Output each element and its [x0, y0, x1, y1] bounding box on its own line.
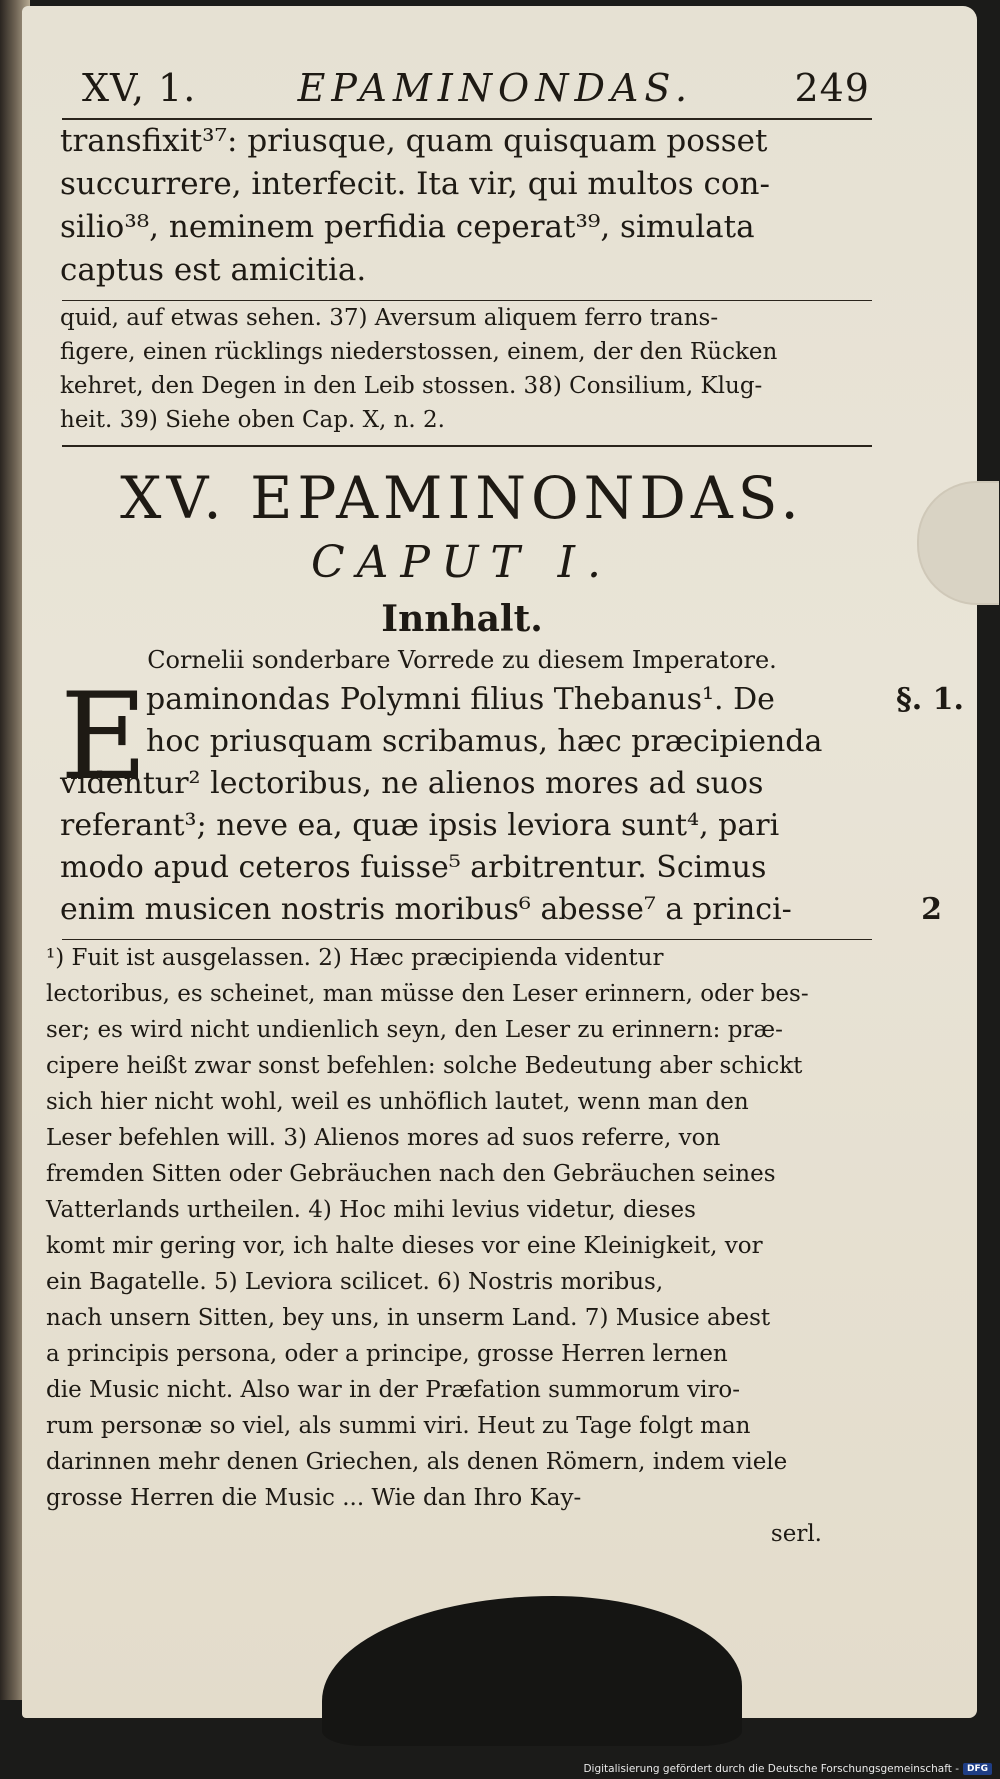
note-line: figere, einen rücklings niederstossen, einem, der den Rücken	[60, 339, 778, 365]
note-line: kehret, den Degen in den Leib stossen. 38) Consilium, Klug-	[60, 373, 763, 399]
body-line: hoc priusquam scribamus, hæc præcipienda	[146, 724, 823, 759]
text-line: silio³⁸, neminem perfidia ceperat³⁹, simulata	[60, 209, 755, 245]
top-text	[42, 120, 882, 292]
chapter-title: XV. EPAMINONDAS.	[120, 464, 804, 532]
chapter-rule	[62, 445, 872, 447]
footnote-line: lectoribus, es scheinet, man müsse den Leser erinnern, oder bes-	[46, 981, 809, 1007]
footnotes	[42, 940, 882, 1552]
running-head-left: XV, 1.	[82, 66, 197, 110]
body-line: enim musicen nostris moribus⁶ abesse⁷ a princi-	[60, 892, 792, 927]
running-head	[42, 66, 882, 110]
text-line: succurrere, interfecit. Ita vir, qui multos con-	[60, 166, 770, 202]
footnote-line: a principis persona, oder a principe, grosse Herren lernen	[46, 1341, 728, 1367]
note-line: quid, auf etwas sehen. 37) Aversum aliquem ferro trans-	[60, 305, 719, 331]
footnote-line: ein Bagatelle. 5) Leviora scilicet. 6) Nostris moribus,	[46, 1269, 664, 1295]
digitization-text: Digitalisierung gefördert durch die Deutsche Forschungsgemeinschaft -	[583, 1763, 959, 1775]
footnote-line: ¹) Fuit ist ausgelassen. 2) Hæc præcipienda videntur	[46, 945, 664, 971]
section-marker-2: 2	[921, 892, 942, 927]
page-tab-notch	[917, 481, 999, 605]
book-page	[22, 6, 977, 1718]
running-head-title: EPAMINONDAS.	[297, 66, 694, 110]
chapter-argument: Cornelii sonderbare Vorrede zu diesem Imperatore.	[147, 646, 777, 674]
footnote-line: rum personæ so viel, als summi viri. Heut zu Tage folgt man	[46, 1413, 751, 1439]
footnote-line: nach unsern Sitten, bey uns, in unserm Land. 7) Musice abest	[46, 1305, 771, 1331]
text-line: transfixit³⁷: priusque, quam quisquam posset	[60, 123, 768, 159]
innhalt-heading: Innhalt.	[381, 598, 543, 640]
body-line: referant³; neve ea, quæ ipsis leviora sunt⁴, pari	[60, 808, 780, 843]
body-line: paminondas Polymni filius Thebanus¹. De	[146, 682, 775, 717]
footnote-line: komt mir gering vor, ich halte dieses vor eine Kleinigkeit, vor	[46, 1233, 763, 1259]
footnote-line: darinnen mehr denen Griechen, als denen Römern, indem viele	[46, 1449, 788, 1475]
digitization-notice	[583, 1763, 992, 1775]
page-damage-hole	[322, 1596, 742, 1746]
section-marker: §. 1.	[896, 682, 964, 717]
text-line: captus est amicitia.	[60, 252, 367, 288]
footnote-line: grosse Herren die Music ... Wie dan Ihro Kay-	[46, 1485, 582, 1511]
top-notes	[42, 301, 882, 437]
footnote-line: Leser befehlen will. 3) Alienos mores ad suos referre, von	[46, 1125, 721, 1151]
note-line: heit. 39) Siehe oben Cap. X, n. 2.	[60, 407, 445, 433]
footnote-line: cipere heißt zwar sonst befehlen: solche Bedeutung aber schickt	[46, 1053, 803, 1079]
footnote-line: serl.	[770, 1521, 822, 1547]
page-number: 249	[794, 66, 870, 110]
footnote-line: Vatterlands urtheilen. 4) Hoc mihi levius videtur, dieses	[46, 1197, 696, 1223]
footnote-line: ser; es wird nicht undienlich seyn, den Leser zu erinnern: præ-	[46, 1017, 783, 1043]
body-line: videntur² lectoribus, ne alienos mores ad suos	[60, 766, 764, 801]
footnote-line: sich hier nicht wohl, weil es unhöflich lautet, wenn man den	[46, 1089, 749, 1115]
drop-capital: E	[60, 668, 148, 807]
body-line: modo apud ceteros fuisse⁵ arbitrentur. Scimus	[60, 850, 767, 885]
caput-heading: CAPUT I.	[310, 537, 614, 588]
footnote-line: fremden Sitten oder Gebräuchen nach den Gebräuchen seines	[46, 1161, 776, 1187]
page-content	[42, 66, 964, 1552]
footnote-line: die Music nicht. Also war in der Præfation summorum viro-	[46, 1377, 741, 1403]
chapter-body	[42, 668, 964, 931]
dfg-logo: DFG	[963, 1763, 992, 1775]
